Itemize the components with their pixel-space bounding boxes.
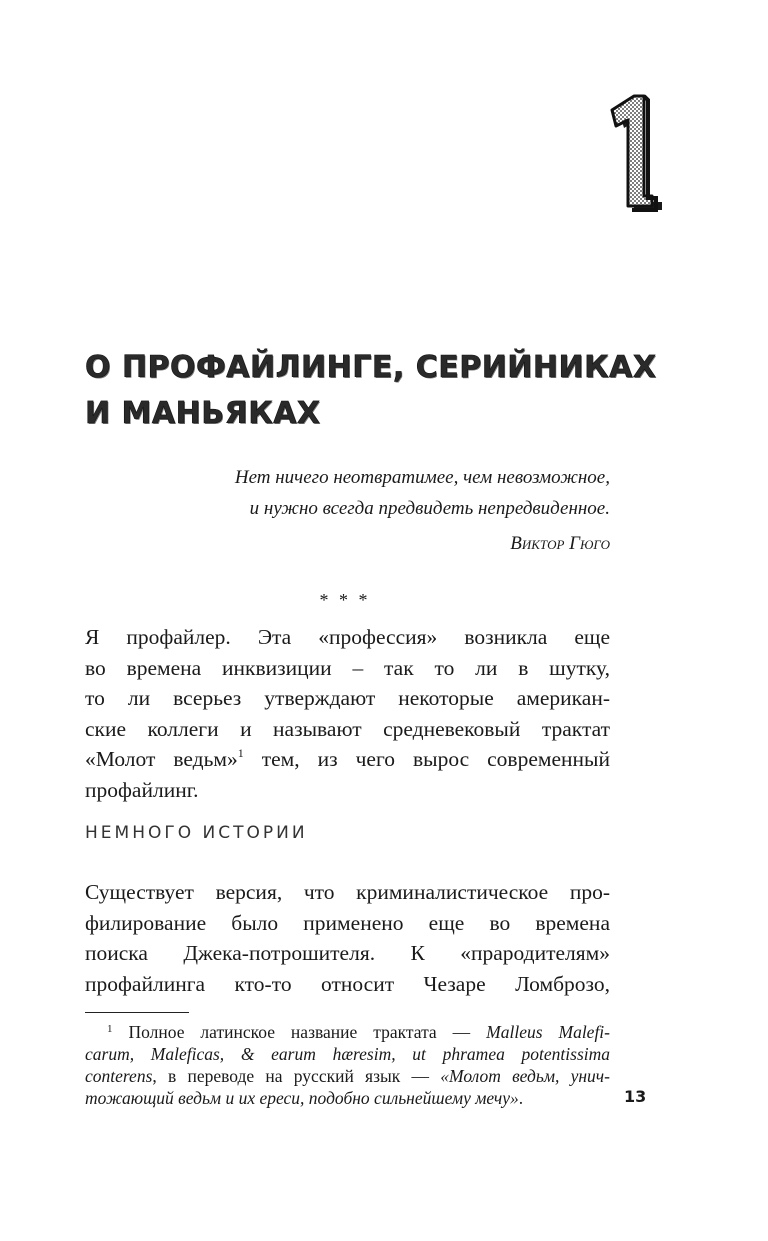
epigraph [235,462,610,559]
epigraph-line: и нужно всегда предвидеть непредвиденное. [249,498,610,519]
text-fragment: . [518,1088,524,1108]
text-fragment: Полное латинское название трактата — [128,1022,487,1042]
text-line: профайлинг. [85,777,199,802]
chapter-title-line: О ПРОФАЙЛИНГЕ, СЕРИЙНИКАХ [85,350,657,385]
footnote-line [85,1021,610,1043]
footnote-marker: 1 [107,1023,113,1035]
footnote-line [85,1087,610,1109]
section-heading: НЕМНОГО ИСТОРИИ [85,823,308,843]
text-fragment: тожающий ведьм и их ереси, подобно сильнейшему мечу» [85,1088,519,1108]
footnote-line [85,1043,610,1065]
paragraph [85,622,610,805]
section-separator: * * * [319,590,371,610]
chapter-number [604,90,666,221]
text-fragment: Malleus Malefi- [486,1022,610,1042]
text-fragment: «Молот ведьм, унич- [440,1066,610,1086]
chapter-title-line: И МАНЬЯКАХ [85,396,321,431]
footnote-divider [85,1012,189,1013]
epigraph-author: Виктор Гюго [510,533,610,554]
text-line [85,744,610,775]
text-line: профайлинга кто-то относит Чезаре Ломброзо, [85,971,610,996]
text-line: то ли всерьез утверждают некоторые американ- [85,686,610,710]
epigraph-line: Нет ничего неотвратимее, чем невозможное, [234,467,610,488]
text-fragment: , в переводе на русский язык — [152,1066,441,1086]
footnote [85,1021,610,1109]
text-line: Я профайлер. Эта «профессия» возникла еще [85,625,610,649]
page-number: 13 [624,1087,647,1106]
text-line: поиска Джека-потрошителя. К «прародителям» [85,941,610,965]
chapter-number-glyph [604,90,666,216]
text-line: ские коллеги и называют средневековый трактат [85,716,610,741]
footnote-reference[interactable]: 1 [237,746,244,760]
text-fragment: тем, из чего вырос современный [243,747,610,771]
footnote-line [85,1065,610,1087]
text-line: Существует версия, что криминалистическое про- [85,880,610,904]
text-line: филирование было применено еще во времена [85,910,610,935]
text-line: во времена инквизиции – так то ли в шутку, [85,655,610,680]
text-fragment: carum, Maleficas, & earum hæresim, ut phramea potentissima [85,1044,610,1064]
text-fragment: «Молот ведьм» [85,747,238,771]
chapter-title [85,345,657,437]
paragraph [85,877,610,999]
text-fragment: conterens [85,1066,153,1086]
